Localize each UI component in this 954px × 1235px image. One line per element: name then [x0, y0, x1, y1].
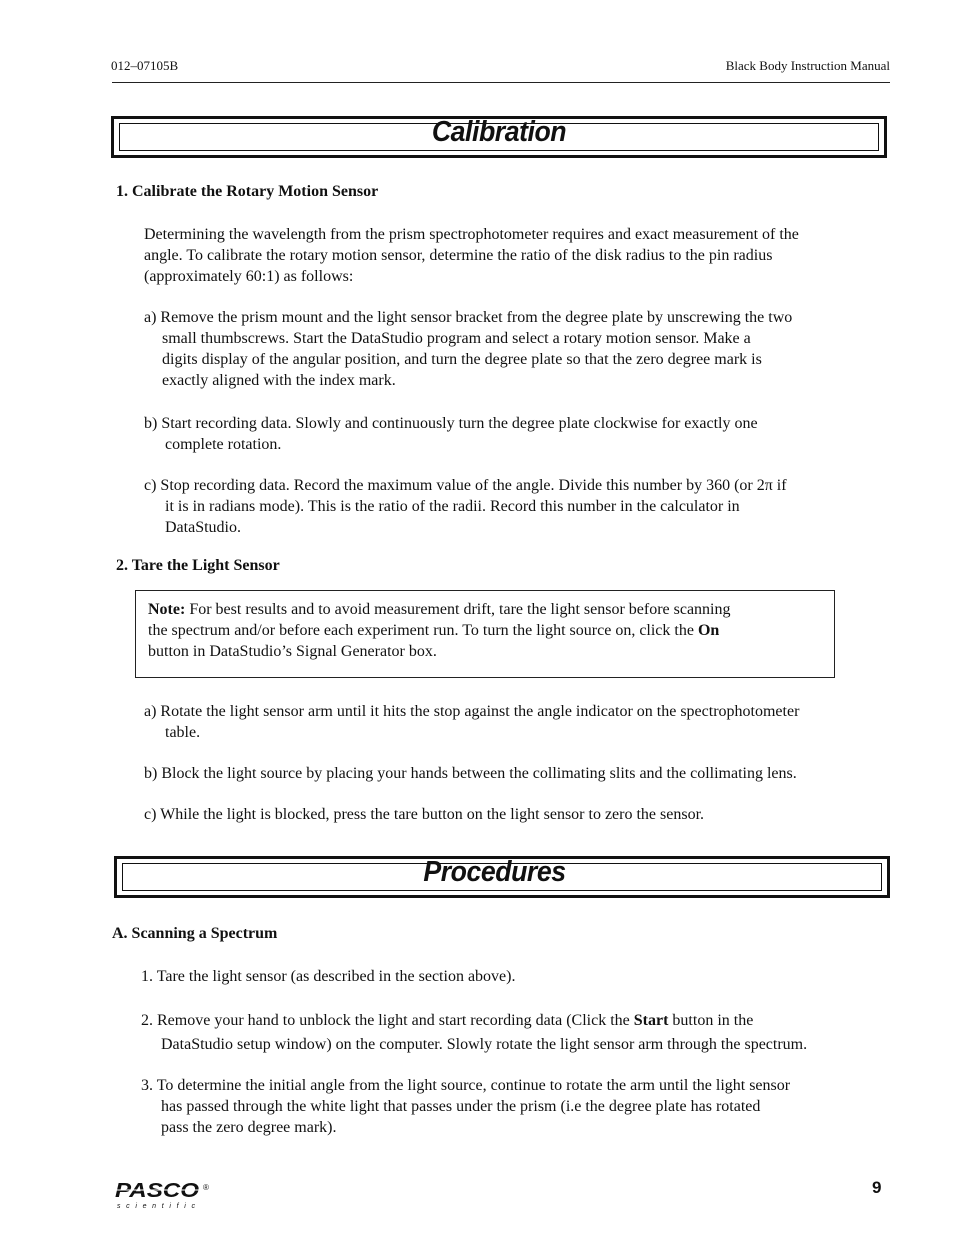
item-line: complete rotation. — [165, 436, 282, 453]
note-text: For best results and to avoid measurement drift, tare the light sensor before scanning — [185, 601, 731, 618]
item-line: DataStudio. — [165, 519, 241, 536]
procedure-item-1 — [141, 966, 901, 987]
item-line: DataStudio setup window) on the computer. Slowly rotate the light sensor arm through the spectrum. — [161, 1036, 808, 1053]
item-line — [141, 1009, 911, 1033]
note-line — [148, 599, 822, 620]
logo-subtitle: scientific — [117, 1203, 195, 1210]
note-text: the spectrum and/or before each experiment run. To turn the light source on, click the — [148, 622, 698, 639]
item-line: digits display of the angular position, and turn the degree plate so that the zero degree mark is — [162, 351, 762, 368]
procedure-item-2 — [141, 1009, 911, 1057]
item-line: a) Remove the prism mount and the light sensor bracket from the degree plate by unscrewing the two — [144, 309, 793, 326]
item-line: 3. To determine the initial angle from the light source, continue to rotate the arm until the light sensor — [141, 1077, 791, 1094]
header-rule — [112, 82, 890, 83]
step1-item-b — [144, 413, 890, 455]
item-line: b) Start recording data. Slowly and continuously turn the degree plate clockwise for exactly one — [144, 415, 758, 432]
step1-intro — [144, 224, 890, 287]
registered-mark: ® — [203, 1183, 209, 1192]
item-line: pass the zero degree mark). — [161, 1119, 337, 1136]
on-button-reference: On — [697, 622, 720, 639]
note-line: button in DataStudio’s Signal Generator box. — [148, 643, 437, 660]
section-a-heading: A. Scanning a Spectrum — [112, 925, 278, 942]
note-line — [148, 620, 822, 641]
logo-wordmark: PASCO — [115, 1180, 200, 1202]
intro-line: Determining the wavelength from the prism spectrophotometer requires and exact measurement of the — [144, 226, 799, 243]
calibration-banner — [111, 116, 887, 158]
page-number: 9 — [872, 1178, 882, 1197]
item-text: button in the — [668, 1012, 754, 1029]
item-line: 1. Tare the light sensor (as described in the section above). — [141, 968, 516, 985]
item-line: a) Rotate the light sensor arm until it hits the stop against the angle indicator on the spectrophotometer — [144, 703, 800, 720]
item-line: exactly aligned with the index mark. — [162, 372, 396, 389]
start-button-reference: Start — [633, 1012, 669, 1029]
item-text: 2. Remove your hand to unblock the light and start recording data (Click the — [141, 1012, 634, 1029]
step1-heading: 1. Calibrate the Rotary Motion Sensor — [116, 183, 379, 200]
item-line: c) Stop recording data. Record the maximum value of the angle. Divide this number by 360 (or 2π if — [144, 477, 787, 494]
procedures-title: Procedures — [423, 856, 566, 888]
note-label: Note: — [148, 601, 186, 618]
step2-item-a — [144, 701, 904, 743]
item-line: c) While the light is blocked, press the tare button on the light sensor to zero the sensor. — [144, 806, 705, 823]
item-line: has passed through the white light that passes under the prism (i.e the degree plate has rotated — [161, 1098, 761, 1115]
item-line: it is in radians mode). This is the ratio of the radii. Record this number in the calculator in — [165, 498, 740, 515]
step1-item-a — [144, 307, 890, 391]
item-line: table. — [165, 724, 201, 741]
step2-heading: 2. Tare the Light Sensor — [116, 557, 280, 574]
note-box — [135, 590, 835, 678]
pasco-logo-icon — [113, 1180, 213, 1210]
intro-line: angle. To calibrate the rotary motion sensor, determine the ratio of the disk radius to the pin radius — [144, 247, 773, 264]
procedure-item-3 — [141, 1075, 911, 1138]
document-number: 012–07105B — [111, 58, 179, 73]
pasco-logo — [113, 1180, 213, 1210]
calibration-title: Calibration — [431, 116, 567, 148]
step2-item-b — [144, 763, 904, 784]
procedures-banner — [114, 856, 890, 898]
step2-item-c — [144, 804, 904, 825]
manual-title: Black Body Instruction Manual — [725, 58, 890, 73]
step1-item-c — [144, 475, 904, 538]
item-line: b) Block the light source by placing your hands between the collimating slits and the collimating lens. — [144, 765, 797, 782]
intro-line: (approximately 60:1) as follows: — [144, 268, 354, 285]
item-line: small thumbscrews. Start the DataStudio program and select a rotary motion sensor. Make a — [162, 330, 751, 347]
